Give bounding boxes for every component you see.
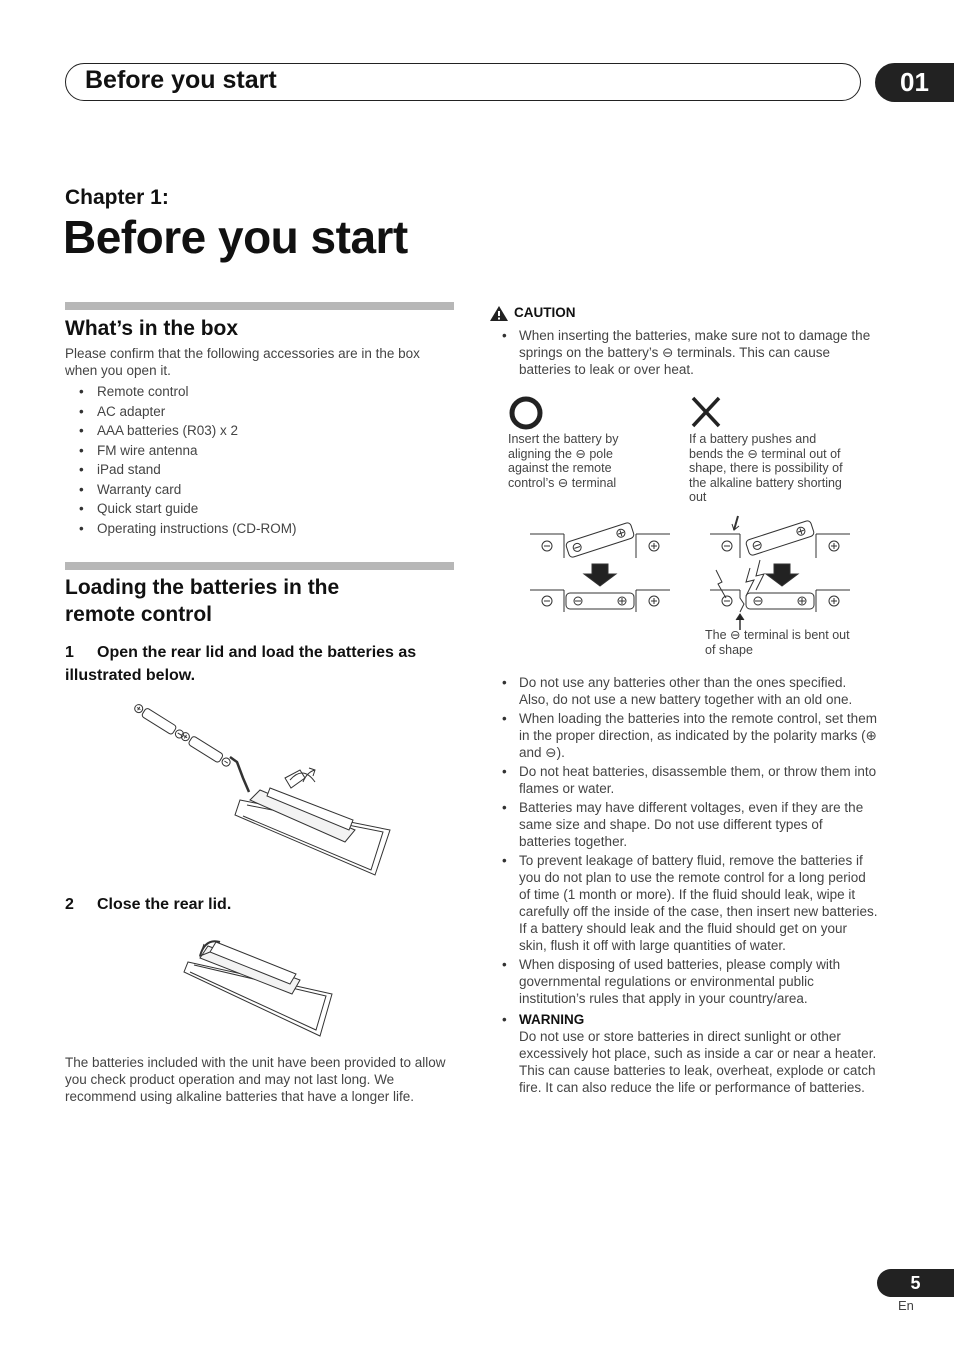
battery-notes-list xyxy=(500,674,878,1009)
warning-block: • WARNING Do not use or store batteries in direct sunlight or other excessively hot place, such as inside a car or near a heater. This can cause batteries to leak, overheat, explode or catch fire. It can also reduce the life or performance of batteries. xyxy=(502,1012,877,1095)
warning-text: Do not use or store batteries in direct sunlight or other excessively hot place, such as inside a car or near a heater. This can cause batteries to leak, overheat, explode or catch fire. It can also reduce the life or performance of batteries. xyxy=(519,1029,877,1095)
warning-label: WARNING xyxy=(519,1012,585,1027)
box-item: • AC adapter xyxy=(65,402,455,422)
box-item: • Remote control xyxy=(65,382,455,402)
chapter-title: Before you start xyxy=(63,211,408,263)
box-item: • Warranty card xyxy=(65,480,455,500)
step-1 xyxy=(65,641,455,687)
bent-terminal-caption: The ⊖ terminal is bent out of shape xyxy=(705,628,850,657)
battery-note-item: • To prevent leakage of battery fluid, remove the batteries if you do not plan to use the remote control for a long period of time (1 month or more). If the fluid should leak, wipe it carefully off the inside of the case, then insert new batteries. If a battery should leak and the fluid should get on your skin, flush it off with large quantities of water. xyxy=(500,852,878,954)
chapter-number-tab: 01 xyxy=(875,63,954,102)
step-2 xyxy=(65,893,231,916)
step-2-text: Close the rear lid. xyxy=(97,896,232,913)
battery-note-item: • When disposing of used batteries, please comply with governmental regulations or environmental public institution’s rules that apply in your country/area. xyxy=(500,956,878,1007)
step-1-text-line2: illustrated below. xyxy=(65,667,196,684)
box-item: • AAA batteries (R03) x 2 xyxy=(65,421,455,441)
step-1-number: 1 xyxy=(65,644,74,661)
caution-item: • When inserting the batteries, make sure not to damage the springs on the battery’s ⊖ terminals. This can cause batteries to leak or over heat. xyxy=(500,327,876,378)
caution-list xyxy=(500,327,876,380)
page-number: 5 xyxy=(877,1269,954,1297)
box-item: • iPad stand xyxy=(65,460,455,480)
batteries-heading-line2: remote control xyxy=(65,603,213,626)
ng-caption: If a battery pushes and bends the ⊖ terminal out of shape, there is possibility of the alkaline battery shorting out xyxy=(689,432,843,504)
battery-note-item: • When loading the batteries into the remote control, set them in the proper direction, as indicated by the polarity marks (⊕ and ⊖). xyxy=(500,710,878,761)
header-title: Before you start xyxy=(85,66,277,94)
language-code: En xyxy=(898,1298,914,1313)
ok-caption: Insert the battery by aligning the ⊖ pole against the remote control’s ⊖ terminal xyxy=(508,432,619,490)
battery-note-item: • Batteries may have different voltages, even if they are the same size and shape. Do not use different types of batteries together. xyxy=(500,799,878,850)
box-item: • FM wire antenna xyxy=(65,441,455,461)
box-item-list xyxy=(65,382,455,538)
battery-terminal-diagram xyxy=(528,512,858,632)
box-intro: Please confirm that the following accessories are in the box when you open it. xyxy=(65,346,420,378)
step-2-number: 2 xyxy=(65,896,74,913)
battery-note-item: • Do not use any batteries other than the ones specified. Also, do not use a new battery together with an old one. xyxy=(500,674,878,708)
box-item: • Operating instructions (CD-ROM) xyxy=(65,519,455,539)
caution-label: CAUTION xyxy=(514,305,576,320)
caution-warning-icon xyxy=(489,305,509,322)
box-item: • Quick start guide xyxy=(65,499,455,519)
section-rule xyxy=(65,562,454,570)
battery-note-item: • Do not heat batteries, disassemble them, or throw them into flames or water. xyxy=(500,763,878,797)
remote-battery-insertion-illustration xyxy=(125,700,395,880)
batteries-heading-line1: Loading the batteries in the xyxy=(65,576,340,599)
correct-circle-icon xyxy=(512,399,540,427)
remote-close-lid-illustration xyxy=(180,932,340,1038)
box-heading: What’s in the box xyxy=(65,317,239,340)
section-rule xyxy=(65,302,454,310)
chapter-label: Chapter 1: xyxy=(65,186,169,209)
batteries-heading xyxy=(65,574,455,628)
batteries-note: The batteries included with the unit have been provided to allow you check product operation and may not last long. We recommend using alkaline batteries that have a longer life. xyxy=(65,1055,446,1104)
incorrect-cross-icon xyxy=(693,398,719,426)
step-1-text-line1: Open the rear lid and load the batteries as xyxy=(97,644,417,661)
